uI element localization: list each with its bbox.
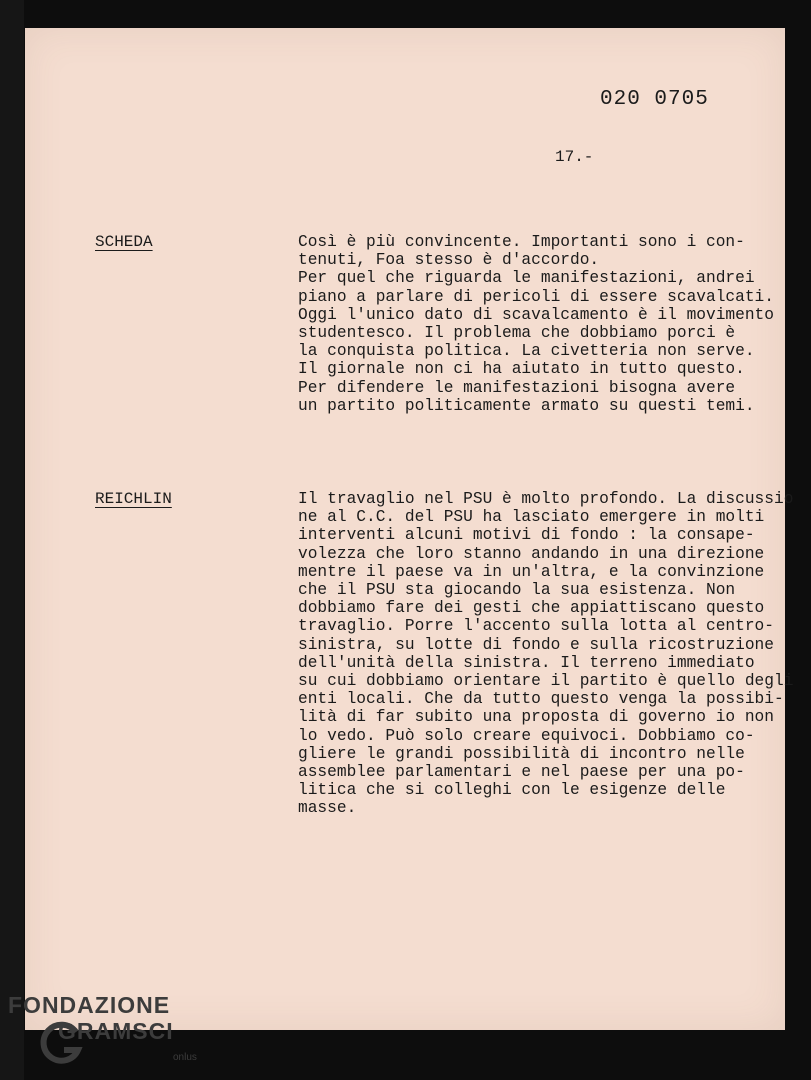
paragraph-scheda: Così è più convincente. Importanti sono i con- tenuti, Foa stesso è d'accordo. Per quel che riguarda le manifestazioni, andrei piano a parlare di pericoli di essere scavalcati. Oggi l'unico dato di scavalcamento è il movimento studentesco. Il problema che dobbiamo porci è la conquista politica. La civetteria non serve. Il giornale non ci ha aiutato in tutto questo. Per difendere le manifestazioni bisogna avere un partito politicamente armato su questi temi.	[298, 233, 774, 415]
speaker-reichlin: REICHLIN	[95, 490, 172, 508]
fondazione-gramsci-watermark	[8, 992, 197, 1063]
paragraph-reichlin: Il travaglio nel PSU è molto profondo. La discussio ne al C.C. del PSU ha lasciato emergere in molti interventi alcuni motivi di fondo : la consape- volezza che loro stanno andando in una direzione mentre il paese va in un'altra, e la convinzione che il PSU sta giocando la sua esistenza. Non dobbiamo fare dei gesti che appiattiscano questo travaglio. Porre l'accento sulla lotta al centro- sinistra, su lotte di fondo e sulla ricostruzione dell'unità della sinistra. Il terreno immediato su cui dobbiamo orientare il partito è quello degli enti locali. Che da tutto questo venga la possibi- lità di far subito una proposta di governo io non lo vedo. Può solo creare equivoci. Dobbiamo co- gliere le grandi possibilità di incontro nelle assemblee parlamentari e nel paese per una po- litica che si colleghi con le esigenze delle masse.	[298, 490, 794, 818]
document-page	[25, 28, 794, 1030]
watermark-line2: GRAMSCI	[58, 1018, 174, 1044]
speaker-scheda: SCHEDA	[95, 233, 153, 251]
document-number: 020 0705	[600, 88, 709, 111]
scan-edge	[0, 0, 24, 1080]
watermark-sub: onlus	[173, 1052, 197, 1063]
watermark-line1: FONDAZIONE	[8, 992, 171, 1018]
page-number: 17.-	[555, 148, 594, 166]
gramsci-logo-icon	[36, 1018, 86, 1068]
